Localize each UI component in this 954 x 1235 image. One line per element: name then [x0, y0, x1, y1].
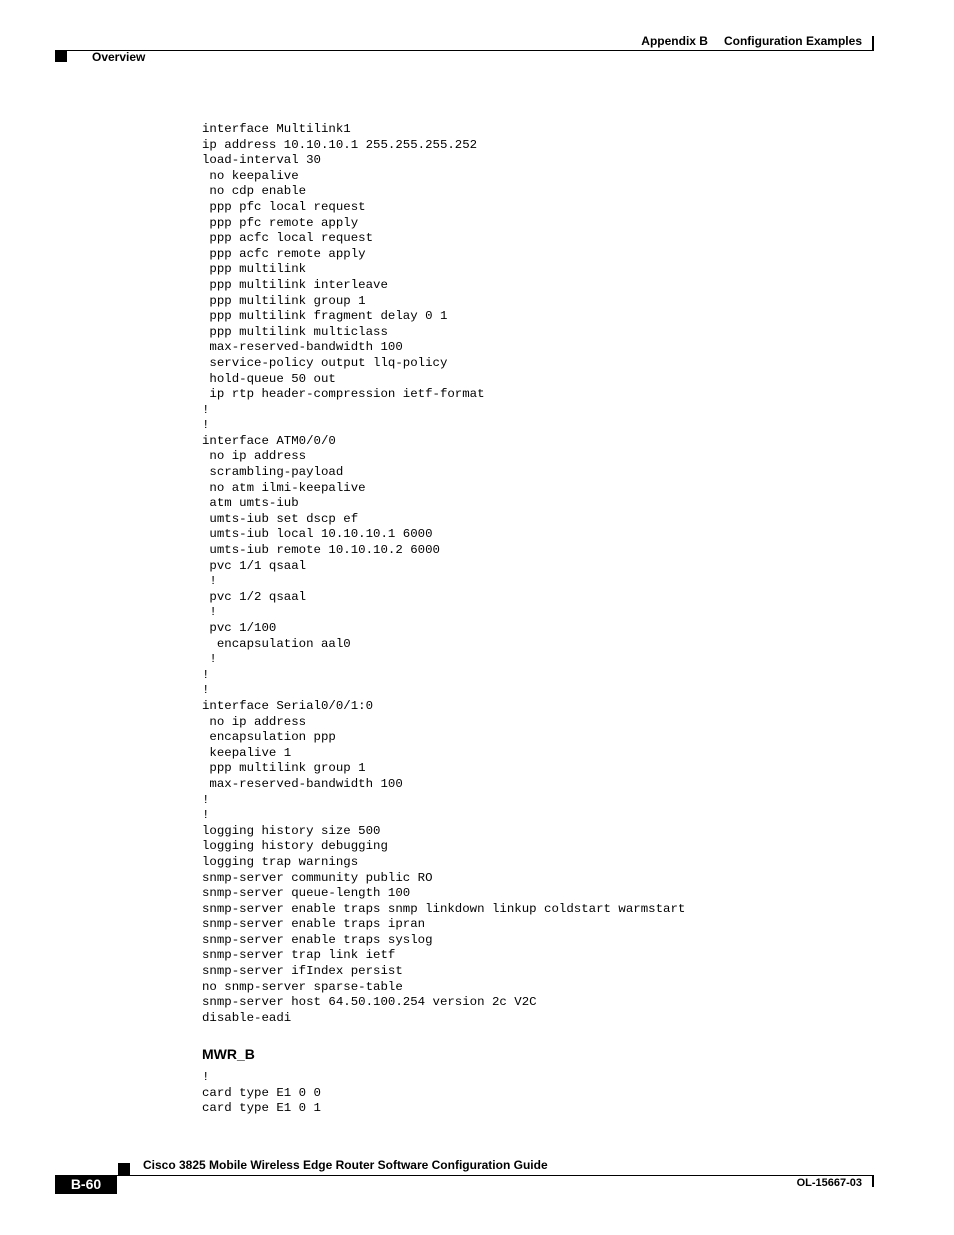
guide-title: Cisco 3825 Mobile Wireless Edge Router Software Configuration Guide: [143, 1158, 548, 1172]
appendix-label: Appendix B: [641, 34, 708, 48]
page-number: B-60: [55, 1175, 117, 1194]
footer-end-bar: [872, 1175, 874, 1187]
subheading-mwr-b: MWR_B: [202, 1046, 255, 1062]
config-code-block: interface Multilink1 ip address 10.10.10.1 255.255.255.252 load-interval 30 no keepalive no cdp enable ppp pfc local request ppp pfc remote apply ppp acfc local request ppp acfc remote apply ppp multilink ppp multilink interleave ppp multilink group 1 ppp multilink fragment delay 0 1 ppp multilink multiclass max-reserved-bandwidth 100 service-policy output llq-policy hold-queue 50 out ip rtp header-compression ietf-format ! ! interface ATM0/0/0 no ip address scrambling-payload no atm ilmi-keepalive atm umts-iub umts-iub set dscp ef umts-iub local 10.10.10.1 6000 umts-iub remote 10.10.10.2 6000 pvc 1/1 qsaal ! pvc 1/2 qsaal ! pvc 1/100 encapsulation aal0 ! ! ! interface Serial0/0/1:0 no ip address encapsulation ppp keepalive 1 ppp multilink group 1 max-reserved-bandwidth 100 ! ! logging history size 500 logging history debugging logging trap warnings snmp-server community public RO snmp-server queue-length 100 snmp-server enable traps snmp linkdown linkup coldstart warmstart snmp-server enable traps ipran snmp-server enable traps syslog snmp-server trap link ietf snmp-server ifIndex persist no snmp-server sparse-table snmp-server host 64.50.100.254 version 2c V2C disable-eadi: [202, 122, 686, 1025]
running-header: [641, 34, 862, 48]
footer-rule: [55, 1175, 874, 1176]
config-code-block-2: ! card type E1 0 0 card type E1 0 1: [202, 1070, 321, 1116]
header-end-bar: [872, 36, 874, 50]
section-label: Overview: [92, 50, 146, 64]
footer-square-marker: [118, 1163, 130, 1175]
header-square-marker: [55, 51, 67, 62]
document-number: OL-15667-03: [796, 1177, 862, 1189]
chapter-title: Configuration Examples: [723, 34, 862, 48]
header-rule: [55, 50, 874, 51]
